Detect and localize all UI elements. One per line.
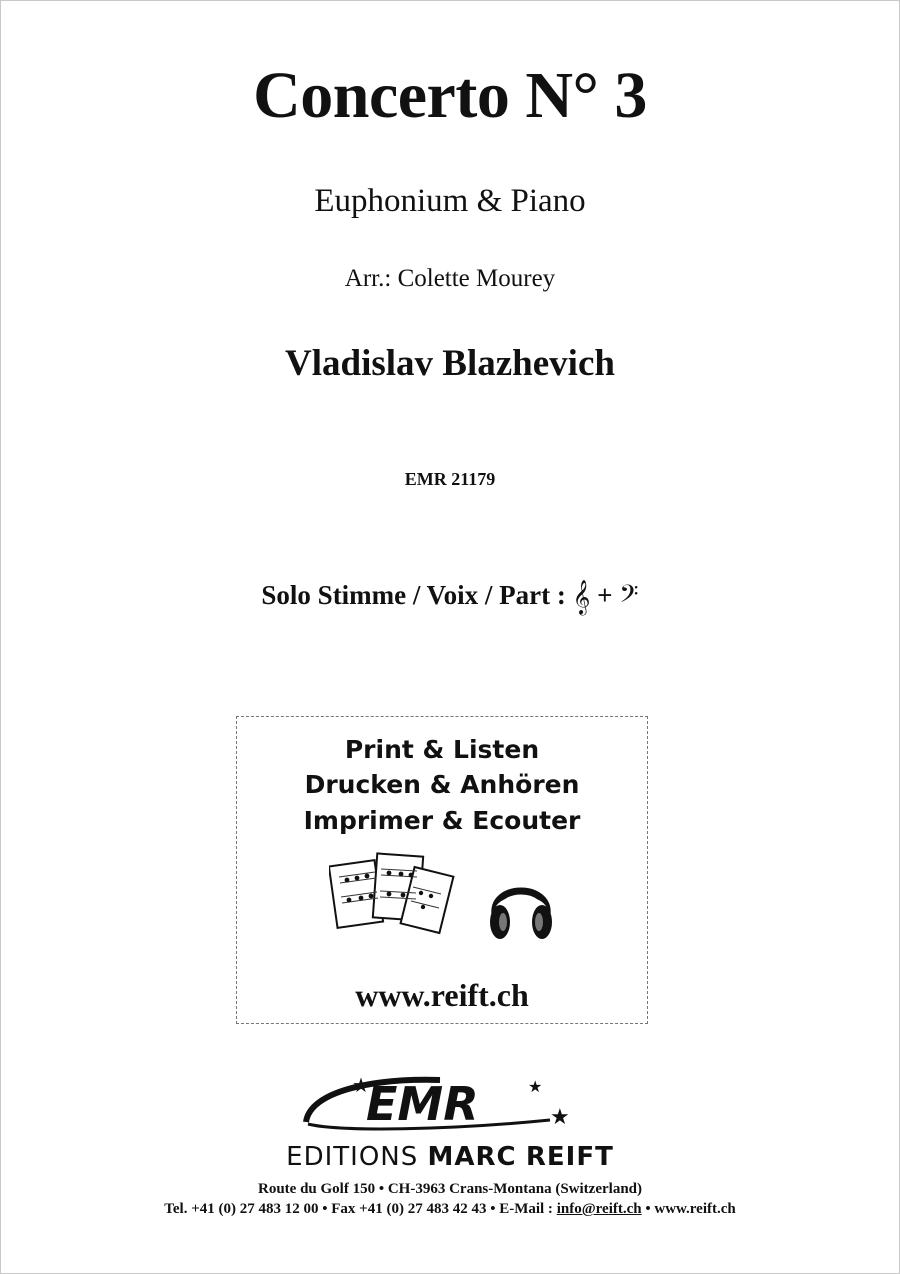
svg-text:★: ★ [528,1077,543,1096]
svg-text:★: ★ [352,1073,370,1097]
publisher-contact [0,1201,900,1218]
instrumentation: Euphonium & Piano [314,183,586,219]
contact-email-link[interactable]: info@reift.ch [556,1201,642,1217]
promo-line-english: Print & Listen [344,735,540,764]
publisher-word-2: MARC [427,1142,517,1172]
contact-phone-fax: Tel. +41 (0) 27 483 12 00 • Fax +41 (0) 27 483 42 43 • E-Mail : [164,1201,553,1217]
promo-box [236,716,648,1024]
publisher-word-1: EDITIONS [286,1142,419,1172]
arranger: Arr.: Colette Mourey [344,265,556,292]
emr-logo [300,1072,580,1134]
svg-text:★: ★ [550,1105,570,1130]
promo-line-german: Drucken & Anhören [304,770,580,799]
bass-clef-icon: 𝄢 [619,580,639,615]
logo-text: EMR [366,1077,479,1131]
treble-clef-icon: 𝄞 [572,580,591,615]
headphones-icon [487,867,555,945]
part-plus: + [597,580,613,610]
part-line [0,580,900,615]
catalog-number: EMR 21179 [404,469,496,489]
publisher-name [0,1142,900,1172]
part-label: Solo Stimme / Voix / Part : [261,580,566,610]
composer: Vladislav Blazhevich [285,343,615,384]
publisher-address: Route du Golf 150 • CH-3963 Crans-Montana (Switzerland) [258,1181,642,1197]
contact-web-link[interactable]: www.reift.ch [654,1201,736,1217]
contact-separator: • [645,1201,651,1217]
promo-line-french: Imprimer & Ecouter [303,806,581,835]
publisher-word-3: REIFT [525,1142,614,1172]
promo-url: www.reift.ch [355,977,529,1013]
sheet-music-icon [329,849,459,941]
page-title: Concerto N° 3 [253,59,647,132]
